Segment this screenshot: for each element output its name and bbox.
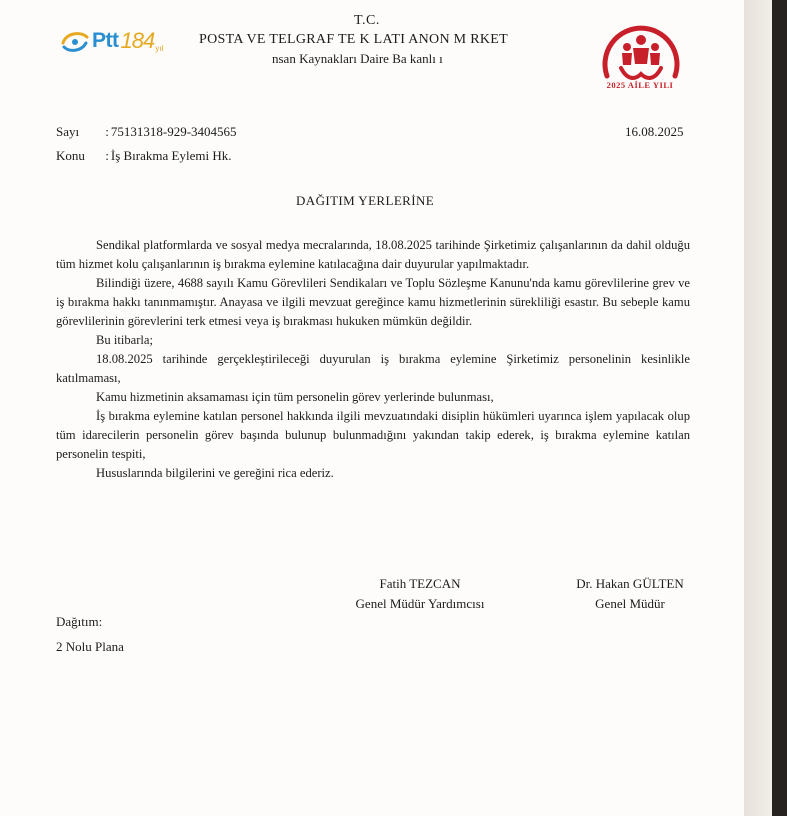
ptt-logo-number: 184 [120,28,155,53]
signature-right-name: Dr. Hakan GÜLTEN [576,576,684,591]
signature-right [540,574,720,614]
document-title: DAĞITIM YERLERİNE [296,193,435,208]
aile-yili-text: 2025 AİLE YILI [606,80,674,90]
page-edge-shadow [744,0,772,816]
background-dark-strip [772,0,787,816]
sayi-label: Sayı [56,124,80,139]
paragraph: Kamu hizmetinin aksamaması için tüm personelin görev yerlerinde bulunması, [96,390,494,404]
ptt-184-logo [60,24,194,58]
paragraph: Bu itibarla; [96,333,154,347]
document-date: 16.08.2025 [625,124,684,139]
header-tc: T.C. [354,13,380,28]
ptt-logo-suffix: yıl [155,44,164,53]
signature-left-name: Fatih TEZCAN [379,576,461,591]
document-body [56,236,690,483]
signature-left [325,574,515,614]
distribution-value: 2 Nolu Plana [56,639,124,654]
sayi-value: 75131318-929-3404565 [110,124,237,139]
paragraph: Sendikal platformlarda ve sosyal medya mecralarında, 18.08.2025 tarihinde Şirketimiz çalışanlarının da dahil olduğu tüm hizmet kolu çalışanlarının iş bırakma eylemine katılacağına dair duyurular yapılmaktadır. [56,238,690,271]
signature-right-title: Genel Müdür [595,596,665,611]
paragraph: 18.08.2025 tarihinde gerçekleştirileceği duyurulan iş bırakma eylemine Şirketimiz personelinin kesinlikle katılmaması, [56,352,690,385]
ptt-logo-word: Ptt [92,29,119,52]
header-company-name: POSTA VE TELGRAF TE K LATI ANON M RKET [199,32,508,47]
konu-row: Konu : İş Bırakma Eylemi Hk. [56,148,232,163]
ptt-swirl-icon [60,28,90,54]
konu-value: İş Bırakma Eylemi Hk. [110,148,232,163]
paragraph: Bilindiği üzere, 4688 sayılı Kamu Görevlileri Sendikaları ve Toplu Sözleşme Kanunu'nda kamu görevlilerine grev ve iş bırakma hakkı tanınmamıştır. Anayasa ve ilgili mevzuat gereğince kamu hizmetlerinin sürekliliği esastır. Bu sebeple kamu görevlilerinin görevlerini terk etmesi veya iş bırakması hukuken mümkün değildir. [56,276,690,328]
sayi-row: Sayı : 75131318-929-3404565 [56,124,237,139]
paragraph: Hususlarında bilgilerini ve gereğini rica ederiz. [96,466,334,480]
konu-label: Konu [56,148,85,163]
distribution-label: Dağıtım: [56,614,103,629]
header-department: nsan Kaynakları Daire Ba kanlı ı [272,51,443,66]
signature-left-title: Genel Müdür Yardımcısı [355,596,485,611]
paragraph: İş bırakma eylemine katılan personel hakkında ilgili mevzuatındaki disiplin hükümleri uyarınca işlem yapılacak olup tüm idarecilerin personelin görev başında bulunup bulunmadığını yakından takip ederek, iş bırakma eylemine katılan personelin tespiti, [56,409,690,461]
